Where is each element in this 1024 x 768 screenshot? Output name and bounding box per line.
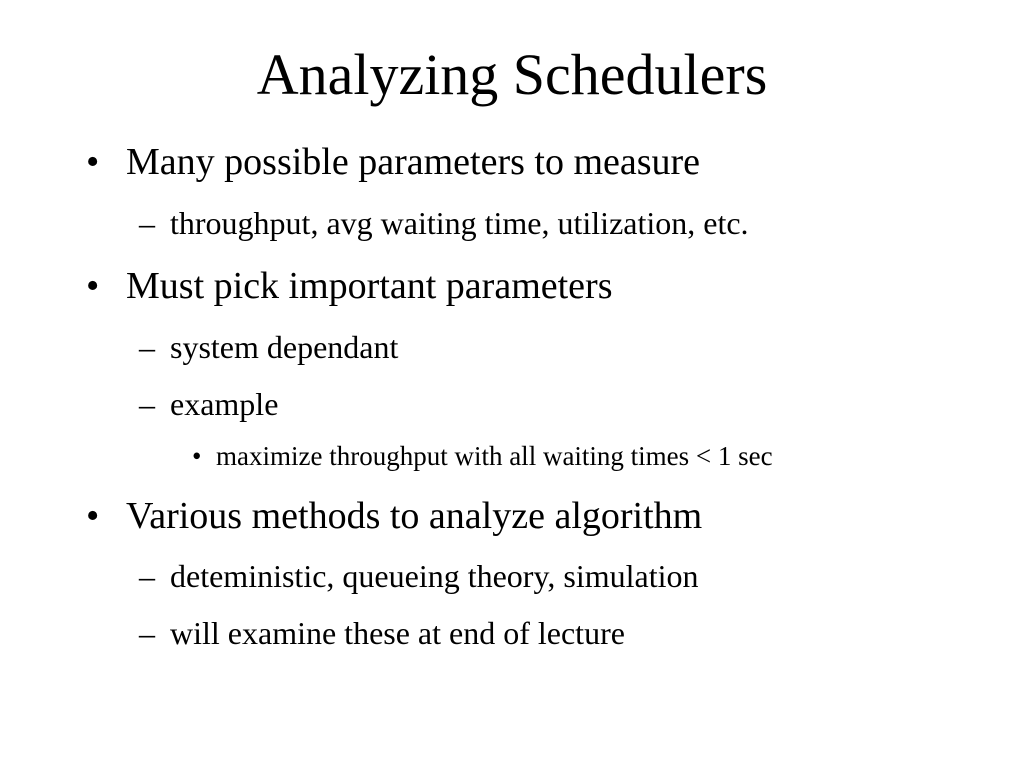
dash-icon: – (139, 615, 155, 651)
sub-sub-bullet-text: maximize throughput with all waiting times < 1 sec (216, 441, 773, 471)
sub-bullet-item (0, 557, 1024, 595)
sub-bullet-text: deteministic, queueing theory, simulation (170, 558, 699, 594)
bullet-text: Must pick important parameters (126, 265, 613, 307)
bullet-icon: • (86, 265, 100, 307)
bullet-text: Various methods to analyze algorithm (126, 495, 703, 537)
sub-bullet-item (0, 385, 1024, 423)
bullet-icon: • (86, 495, 100, 537)
bullet-icon: • (86, 141, 100, 183)
sub-bullet-text: throughput, avg waiting time, utilization, etc. (170, 205, 749, 241)
bullet-item (0, 494, 1024, 538)
sub-bullet-item (0, 204, 1024, 242)
bullet-item (0, 264, 1024, 308)
dash-icon: – (139, 205, 155, 241)
dash-icon: – (139, 386, 155, 422)
sub-bullet-text: system dependant (170, 329, 399, 365)
dash-icon: – (139, 329, 155, 365)
bullet-item (0, 140, 1024, 184)
sub-bullet-item (0, 328, 1024, 366)
sub-bullet-text: will examine these at end of lecture (170, 615, 625, 651)
sub-sub-bullet-item (0, 440, 1024, 472)
bullet-icon: • (192, 441, 202, 471)
dash-icon: – (139, 558, 155, 594)
sub-bullet-text: example (170, 386, 279, 422)
sub-bullet-item (0, 614, 1024, 652)
slide-title: Analyzing Schedulers (256, 42, 768, 107)
bullet-text: Many possible parameters to measure (126, 141, 701, 183)
